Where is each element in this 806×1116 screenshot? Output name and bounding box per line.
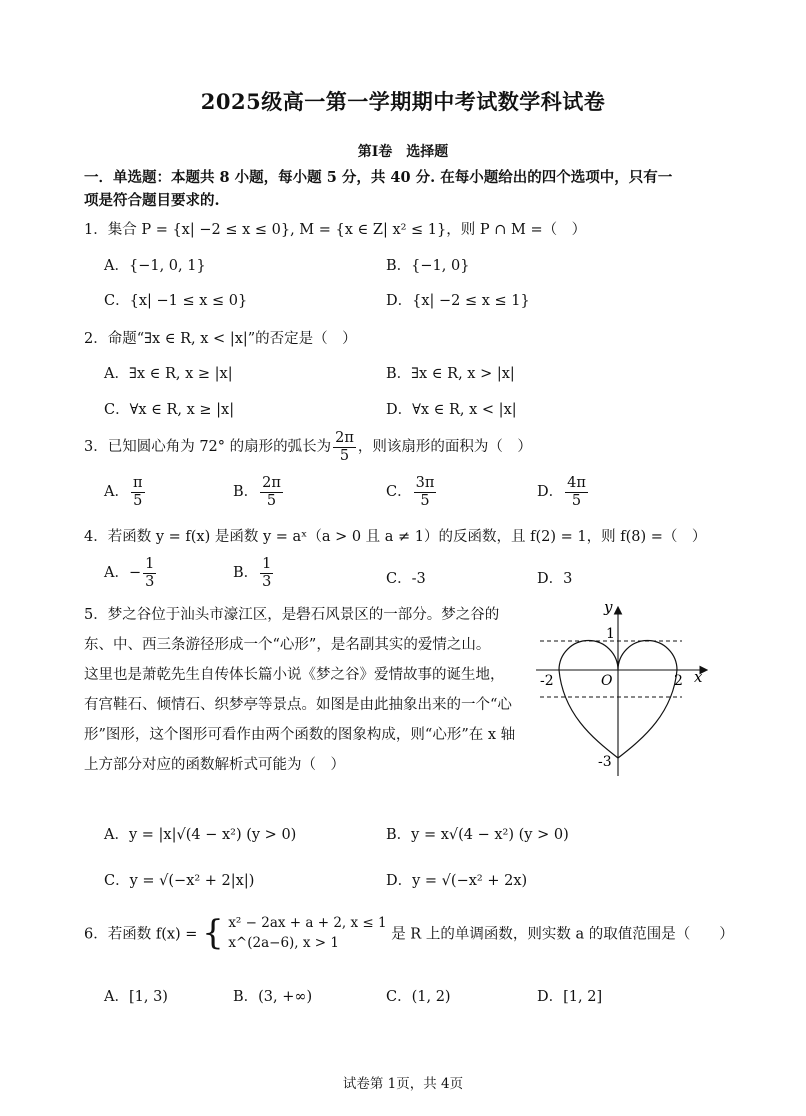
question-5-line: 有宫鞋石、倾情石、织梦亭等景点。如图是由此抽象出来的一个“心	[84, 697, 512, 713]
fraction-denominator: 5	[420, 492, 430, 509]
question-3-fraction	[333, 430, 356, 464]
option-fraction	[565, 475, 588, 509]
question-6-option-a: A．[1, 3)	[104, 989, 168, 1005]
fraction-denominator: 5	[133, 492, 143, 509]
fraction-numerator: 1	[145, 556, 155, 572]
option-fraction	[131, 475, 145, 509]
label-top: 1	[606, 626, 615, 642]
section-heading: 第Ⅰ卷 选择题	[357, 144, 449, 160]
question-3-option-b	[233, 475, 285, 509]
option-label: B．	[233, 484, 259, 501]
option-fraction	[414, 475, 437, 509]
option-label: C．	[386, 484, 412, 501]
question-1-option-b: B．{−1, 0}	[386, 258, 470, 274]
option-label: A．	[104, 484, 129, 501]
question-5-line: 上方部分对应的函数解析式可能为（ ）	[84, 757, 345, 773]
question-5-line: 这里也是萧乾先生自传体长篇小说《梦之谷》爱情故事的诞生地，	[84, 667, 505, 683]
question-5-text	[84, 600, 524, 780]
piecewise-case-2: x^(2a−6), x > 1	[228, 935, 339, 951]
question-4-option-c	[386, 567, 426, 588]
question-4-option-a	[104, 556, 158, 590]
option-sign: −	[128, 565, 142, 582]
option-label: C．	[386, 571, 412, 587]
option-fraction	[143, 556, 156, 590]
page-footer: 试卷第 1页，共 4页	[342, 1076, 464, 1092]
instructions-line-2: 项是符合题目要求的.	[84, 192, 220, 209]
question-6-stem-before: 6．若函数 f(x) =	[84, 926, 198, 943]
fraction-denominator: 5	[571, 492, 582, 509]
question-1-stem: 1．集合 P = {x| −2 ≤ x ≤ 0}, M = {x ∈ Z| x² ≤ 1}，则 P ∩ M =（ ）	[84, 222, 587, 238]
question-6-option-b: B．(3, +∞)	[233, 989, 313, 1005]
question-1-option-d: D．{x| −2 ≤ x ≤ 1}	[386, 293, 530, 309]
option-value: -3	[411, 571, 426, 587]
question-3-option-a	[104, 475, 147, 509]
question-5-option-a: A．y = |x|√(4 − x²) (y > 0)	[104, 827, 297, 843]
fraction-numerator: 3π	[415, 475, 435, 491]
piecewise-function	[228, 913, 386, 953]
option-fraction	[260, 556, 273, 590]
piecewise-brace: {	[202, 913, 224, 953]
question-6-stem-after: 是 R 上的单调函数，则实数 a 的取值范围是（ ）	[391, 926, 734, 943]
question-2-stem: 2．命题“∃x ∈ R, x < |x|”的否定是（ ）	[84, 331, 357, 347]
fraction-denominator: 5	[266, 492, 277, 509]
piecewise-case-1: x² − 2ax + a + 2, x ≤ 1	[228, 915, 387, 931]
question-6-option-d: D．[1, 2]	[537, 989, 603, 1005]
x-axis-label: x	[694, 668, 703, 686]
page-title: 2025级高一第一学期期中考试数学科试卷	[200, 89, 606, 114]
question-3-option-c	[386, 475, 438, 509]
question-2-option-a: A．∃x ∈ R, x ≥ |x|	[104, 366, 233, 382]
question-2-option-b: B．∃x ∈ R, x > |x|	[386, 366, 515, 382]
question-5-line: 东、中、西三条游径形成一个“心形”，是名副其实的爱情之山。	[84, 637, 491, 653]
question-2-option-d: D．∀x ∈ R, x < |x|	[386, 402, 517, 418]
fraction-numerator: 2π	[335, 430, 354, 446]
fraction-numerator: 4π	[567, 475, 586, 491]
option-label: A．	[104, 565, 129, 582]
question-4-option-d	[537, 567, 572, 588]
question-3-stem-after: ，则该扇形的面积为（ ）	[357, 439, 532, 456]
question-5-line: 形”图形，这个图形可看作由两个函数的图象构成，则“心形”在 x 轴	[84, 727, 516, 743]
question-5-option-b: B．y = x√(4 − x²) (y > 0)	[386, 827, 569, 843]
option-fraction	[260, 475, 283, 509]
heart-figure	[530, 598, 716, 780]
option-value: 3	[563, 571, 573, 587]
question-5-option-c: C．y = √(−x² + 2|x|)	[104, 873, 255, 889]
question-4-option-b	[233, 556, 275, 590]
fraction-numerator: 2π	[262, 475, 281, 491]
label-right: 2	[674, 673, 683, 689]
question-2-option-c: C．∀x ∈ R, x ≥ |x|	[104, 402, 235, 418]
question-4-stem: 4．若函数 y = f(x) 是函数 y = aˣ（a > 0 且 a ≠ 1）的反函数，且 f(2) = 1，则 f(8) =（ ）	[84, 529, 707, 545]
option-label: D．	[537, 484, 564, 501]
question-6-option-c: C．(1, 2)	[386, 989, 451, 1005]
fraction-denominator: 3	[262, 573, 272, 590]
instructions-line-1: 一．单选题：本题共 8 小题，每小题 5 分，共 40 分. 在每小题给出的四个选项中，只有一	[84, 169, 673, 186]
question-3-stem	[84, 430, 532, 464]
question-1-option-c: C．{x| −1 ≤ x ≤ 0}	[104, 293, 248, 309]
question-5-line: 5．梦之谷位于汕头市濠江区，是礐石风景区的一部分。梦之谷的	[84, 607, 500, 623]
question-1-option-a: A．{−1, 0, 1}	[104, 258, 206, 274]
fraction-denominator: 3	[145, 573, 155, 590]
label-origin: O	[601, 673, 613, 689]
label-bottom: -3	[598, 754, 612, 770]
question-3-option-d	[537, 475, 590, 509]
option-label: D．	[537, 571, 564, 587]
label-left: -2	[540, 673, 554, 689]
question-6-stem	[84, 913, 734, 953]
y-axis-label: y	[604, 598, 613, 616]
fraction-numerator: 1	[262, 556, 272, 572]
fraction-denominator: 5	[339, 447, 350, 464]
option-label: B．	[233, 565, 259, 582]
fraction-numerator: π	[132, 475, 143, 491]
question-3-stem-before: 3．已知圆心角为 72° 的扇形的弧长为	[84, 439, 332, 456]
question-5-option-d: D．y = √(−x² + 2x)	[386, 873, 528, 889]
